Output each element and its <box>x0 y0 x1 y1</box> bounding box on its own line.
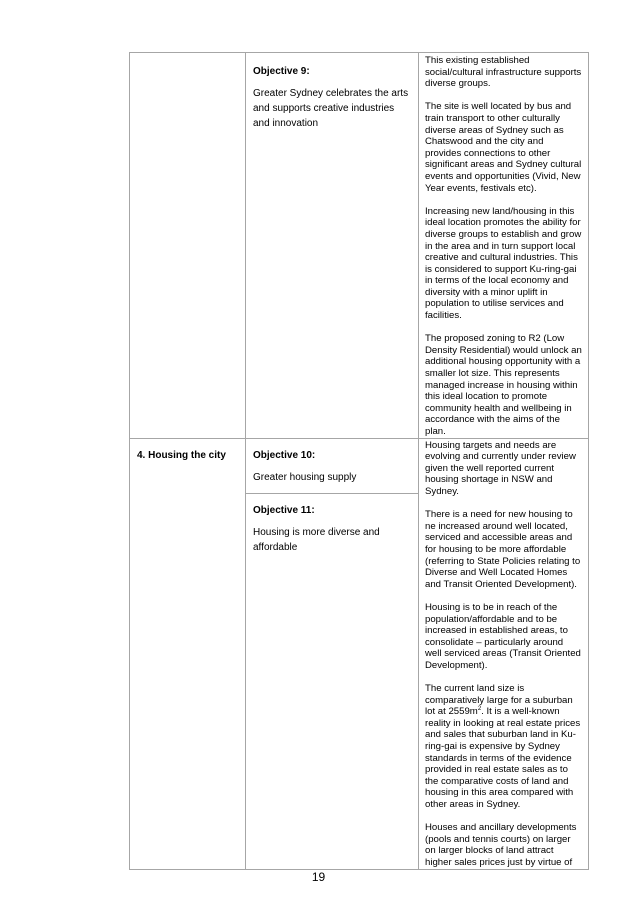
comment-paragraph <box>425 683 582 811</box>
land-text-after: . It is a well-known reality in looking at real estate prices and sales that suburban land in Ku-ring-gai is expensive by Sydney standards in terms of the evidence provided in real estate sales as to the comparative costs of land and housing in this area compared with other areas in Sydney. <box>425 706 581 810</box>
comment-paragraph: Housing targets and needs are evolving and currently under review given the well reported current housing shortage in NSW and Sydney. <box>425 439 576 497</box>
objective-cell <box>246 53 419 439</box>
comment-paragraph: The site is well located by bus and train transport to other culturally diverse areas of Sydney such as Chatswood and the city and provides connections to other significant areas and Sydney cultural events and opportunities (Vivid, New Year events, festivals etc). <box>425 101 582 194</box>
comment-paragraph: There is a need for new housing to ne increased around well located, serviced and accessible areas and for housing to be more affordable (referring to State Policies relating to Diverse and Well Located Homes and Transit Oriented Development). <box>425 509 581 590</box>
comment-cell <box>419 438 589 869</box>
objective-subrow <box>246 493 418 555</box>
objective-description: Greater Sydney celebrates the arts and supports creative industries and innovation <box>253 88 409 129</box>
theme-cell <box>130 438 246 869</box>
objective-description: Housing is more diverse and affordable <box>253 526 380 553</box>
theme-label <box>130 53 245 63</box>
policy-table <box>129 52 589 870</box>
theme-cell <box>130 53 246 439</box>
table-row <box>130 438 589 869</box>
comment-paragraph: Houses and ancillary developments (pools and tennis courts) on larger on larger blocks of land attract higher sales prices just by virtue of <box>425 822 577 868</box>
superscript-two: 2 <box>477 706 482 713</box>
comment-paragraph: Housing is to be in reach of the population/affordable and to be increased in established areas, to consolidate – particularly around well serviced areas (Transit Oriented Development). <box>425 601 581 671</box>
objective-title: Objective 11: <box>253 504 315 516</box>
comment-cell <box>419 53 589 439</box>
objective-description: Greater housing supply <box>253 471 357 483</box>
table-row <box>130 53 589 439</box>
objective-title: Objective 10: <box>253 449 316 461</box>
page-number: 19 <box>311 870 326 884</box>
objective-title: Objective 9: <box>253 66 310 77</box>
comment-paragraph: The proposed zoning to R2 (Low Density Residential) would unlock an additional housing opportunity with a smaller lot size. This represents managed increase in housing within this ideal location to promote community health and wellbeing in accordance with the aims of the plan. <box>425 333 582 437</box>
land-text-before: The current land size is comparatively large for a suburban lot at 2559m <box>425 683 573 718</box>
comment-paragraph: Increasing new land/housing in this ideal location promotes the ability for diverse groups to establish and grow in the area and in turn support local creative and cultural industries. This is considered to support Ku-ring-gai in terms of the local economy and diversity with a minor uplift in population to utilise services and facilities. <box>425 205 582 322</box>
objective-cell <box>246 438 419 869</box>
theme-label: 4. Housing the city <box>137 449 226 461</box>
comment-paragraph: This existing established social/cultural infrastructure supports diverse groups. <box>425 55 582 90</box>
